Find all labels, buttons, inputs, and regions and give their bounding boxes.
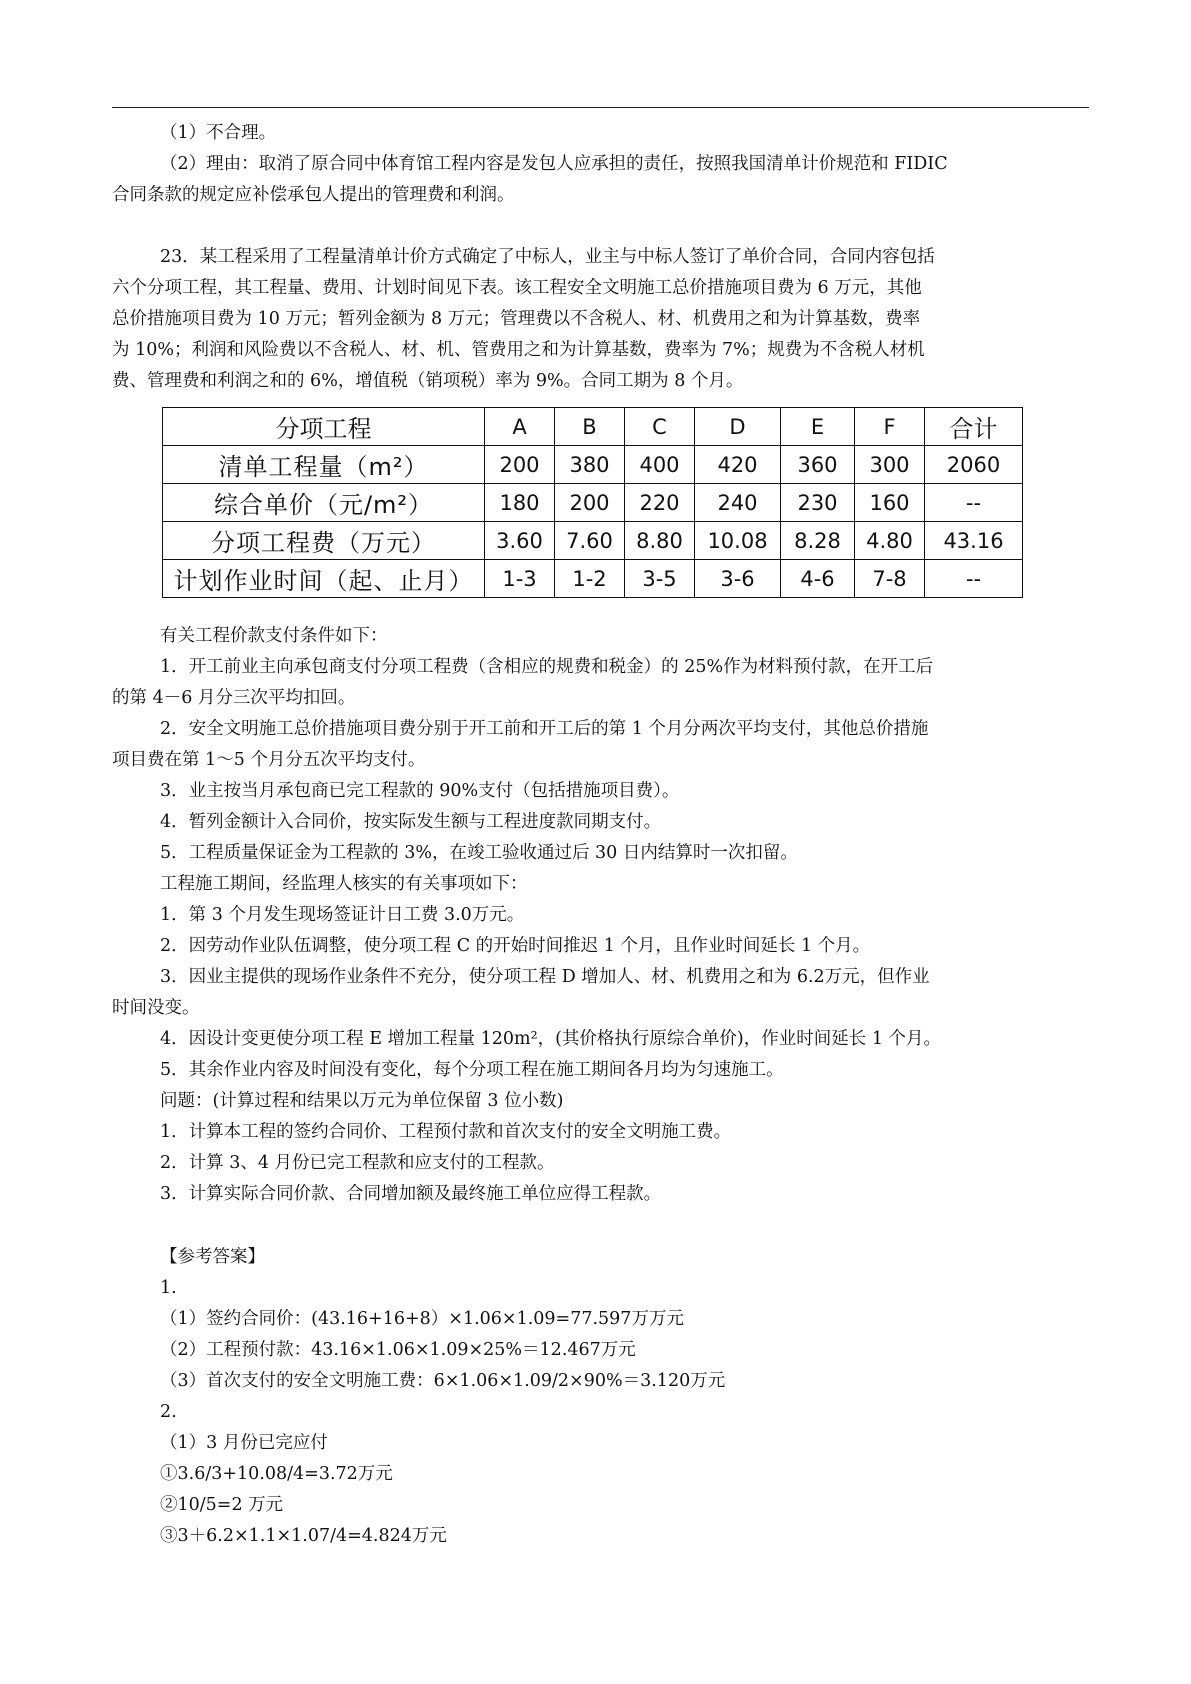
table-cell: 1-3 [485, 560, 555, 598]
intro-section [112, 118, 1089, 397]
question-line: 费、管理费和利润之和的 6%，增值税（销项税）率为 9%。合同工期为 8 个月。 [112, 371, 744, 391]
conditions-line: 2．计算 3、4 月份已完工程款和应支付的工程款。 [160, 1153, 555, 1173]
table-cell: 8.80 [625, 522, 695, 560]
conditions-line: 5．工程质量保证金为工程款的 3%，在竣工验收通过后 30 日内结算时一次扣留。 [160, 843, 798, 863]
conditions-line: 有关工程价款支付条件如下： [160, 626, 388, 646]
table-header-cell: E [781, 408, 855, 446]
table-cell: 7-8 [855, 560, 925, 598]
table-cell: 180 [485, 484, 555, 522]
table-cell: 4.80 [855, 522, 925, 560]
table-cell: 3-5 [625, 560, 695, 598]
table-row-label: 计划作业时间（起、止月） [163, 560, 485, 598]
header-rule [112, 107, 1089, 108]
conditions-line: 2．安全文明施工总价措施项目费分别于开工前和开工后的第 1 个月分两次平均支付，其他总价措施 [160, 719, 929, 739]
table-cell: 7.60 [555, 522, 625, 560]
table-row [163, 522, 1023, 560]
conditions-line: 3．计算实际合同价款、合同增加额及最终施工单位应得工程款。 [160, 1184, 662, 1204]
project-table [162, 407, 1023, 598]
table-cell: 220 [625, 484, 695, 522]
table-row [163, 446, 1023, 484]
table-cell: 160 [855, 484, 925, 522]
answer-line: ①3.6/3+10.08/4=3.72万元 [160, 1464, 393, 1484]
answer-line: （3）首次支付的安全文明施工费：6×1.06×1.09/2×90%＝3.120万元 [160, 1371, 726, 1391]
conditions-line: 工程施工期间，经监理人核实的有关事项如下： [160, 874, 528, 894]
table-cell: 10.08 [695, 522, 781, 560]
table-header-cell: C [625, 408, 695, 446]
table-cell: 4-6 [781, 560, 855, 598]
table-cell: -- [925, 484, 1023, 522]
answer-line: 【参考答案】 [160, 1247, 265, 1267]
conditions-line: 时间没变。 [112, 998, 200, 1018]
conditions-section [112, 621, 1089, 1210]
table-header-cell: F [855, 408, 925, 446]
table-row-label: 清单工程量（m²） [163, 446, 485, 484]
conditions-line: 3．业主按当月承包商已完工程款的 90%支付（包括措施项目费）。 [160, 781, 680, 801]
answer-section [112, 1242, 1089, 1552]
answer-line: ②10/5=2 万元 [160, 1495, 284, 1515]
table-cell: 200 [485, 446, 555, 484]
table-cell: 43.16 [925, 522, 1023, 560]
table-cell: 8.28 [781, 522, 855, 560]
conditions-line: 5．其余作业内容及时间没有变化，每个分项工程在施工期间各月均为匀速施工。 [160, 1060, 784, 1080]
conditions-line: 的第 4－6 月分三次平均扣回。 [112, 688, 356, 708]
table-cell: 240 [695, 484, 781, 522]
question-line: 为 10%；利润和风险费以不含税人、材、机、管费用之和为计算基数，费率为 7%；规费为不含税人材机 [112, 340, 925, 360]
conditions-line: 2．因劳动作业队伍调整，使分项工程 C 的开始时间推迟 1 个月，且作业时间延长 1 个月。 [160, 936, 871, 956]
table-cell: 1-2 [555, 560, 625, 598]
table-cell: 420 [695, 446, 781, 484]
question-line: 23．某工程采用了工程量清单计价方式确定了中标人，业主与中标人签订了单价合同，合同内容包括 [160, 247, 935, 267]
table-cell: 300 [855, 446, 925, 484]
table-cell: 400 [625, 446, 695, 484]
table-header-cell: B [555, 408, 625, 446]
table-row [163, 560, 1023, 598]
conditions-line: 问题：(计算过程和结果以万元为单位保留 3 位小数) [160, 1091, 564, 1111]
table-cell: 3-6 [695, 560, 781, 598]
conditions-line: 4．暂列金额计入合同价，按实际发生额与工程进度款同期支付。 [160, 812, 662, 832]
answer-line: （2）工程预付款：43.16×1.06×1.09×25%＝12.467万元 [160, 1340, 636, 1360]
table-header-cell: 分项工程 [163, 408, 485, 446]
table-header-cell: D [695, 408, 781, 446]
intro-line: （2）理由：取消了原合同中体育馆工程内容是发包人应承担的责任，按照我国清单计价规范和 FIDIC [160, 154, 948, 174]
table-header-cell: 合计 [925, 408, 1023, 446]
conditions-line: 4．因设计变更使分项工程 E 增加工程量 120m²，(其价格执行原综合单价)，作业时间延长 1 个月。 [160, 1029, 942, 1049]
answer-line: ③3＋6.2×1.1×1.07/4=4.824万元 [160, 1526, 447, 1546]
table-row [163, 484, 1023, 522]
conditions-line: 3．因业主提供的现场作业条件不充分，使分项工程 D 增加人、材、机费用之和为 6.2万元，但作业 [160, 967, 930, 987]
answer-line: （1）3 月份已完应付 [160, 1433, 328, 1453]
answer-line: 1. [160, 1278, 177, 1298]
table-header-row [163, 408, 1023, 446]
answer-line: 2. [160, 1402, 177, 1422]
table-cell: 230 [781, 484, 855, 522]
intro-line: （1）不合理。 [160, 123, 277, 143]
question-line: 总价措施项目费为 10 万元；暂列金额为 8 万元；管理费以不含税人、材、机费用之和为计算基数，费率 [112, 309, 921, 329]
table-cell: 3.60 [485, 522, 555, 560]
conditions-line: 项目费在第 1～5 个月分五次平均支付。 [112, 750, 426, 770]
table-cell: 2060 [925, 446, 1023, 484]
question-line: 六个分项工程，其工程量、费用、计划时间见下表。该工程安全文明施工总价措施项目费为 6 万元，其他 [112, 278, 922, 298]
answer-line: （1）签约合同价：(43.16+16+8）×1.06×1.09=77.597万万元 [160, 1309, 684, 1329]
conditions-line: 1．开工前业主向承包商支付分项工程费（含相应的规费和税金）的 25%作为材料预付款，在开工后 [160, 657, 934, 677]
table-row-label: 分项工程费（万元） [163, 522, 485, 560]
conditions-line: 1．第 3 个月发生现场签证计日工费 3.0万元。 [160, 905, 525, 925]
table-row-label: 综合单价（元/m²） [163, 484, 485, 522]
table-header-cell: A [485, 408, 555, 446]
table-cell: 200 [555, 484, 625, 522]
table-cell: -- [925, 560, 1023, 598]
table-cell: 380 [555, 446, 625, 484]
conditions-line: 1．计算本工程的签约合同价、工程预付款和首次支付的安全文明施工费。 [160, 1122, 732, 1142]
table-cell: 360 [781, 446, 855, 484]
intro-line: 合同条款的规定应补偿承包人提出的管理费和利润。 [112, 185, 515, 205]
